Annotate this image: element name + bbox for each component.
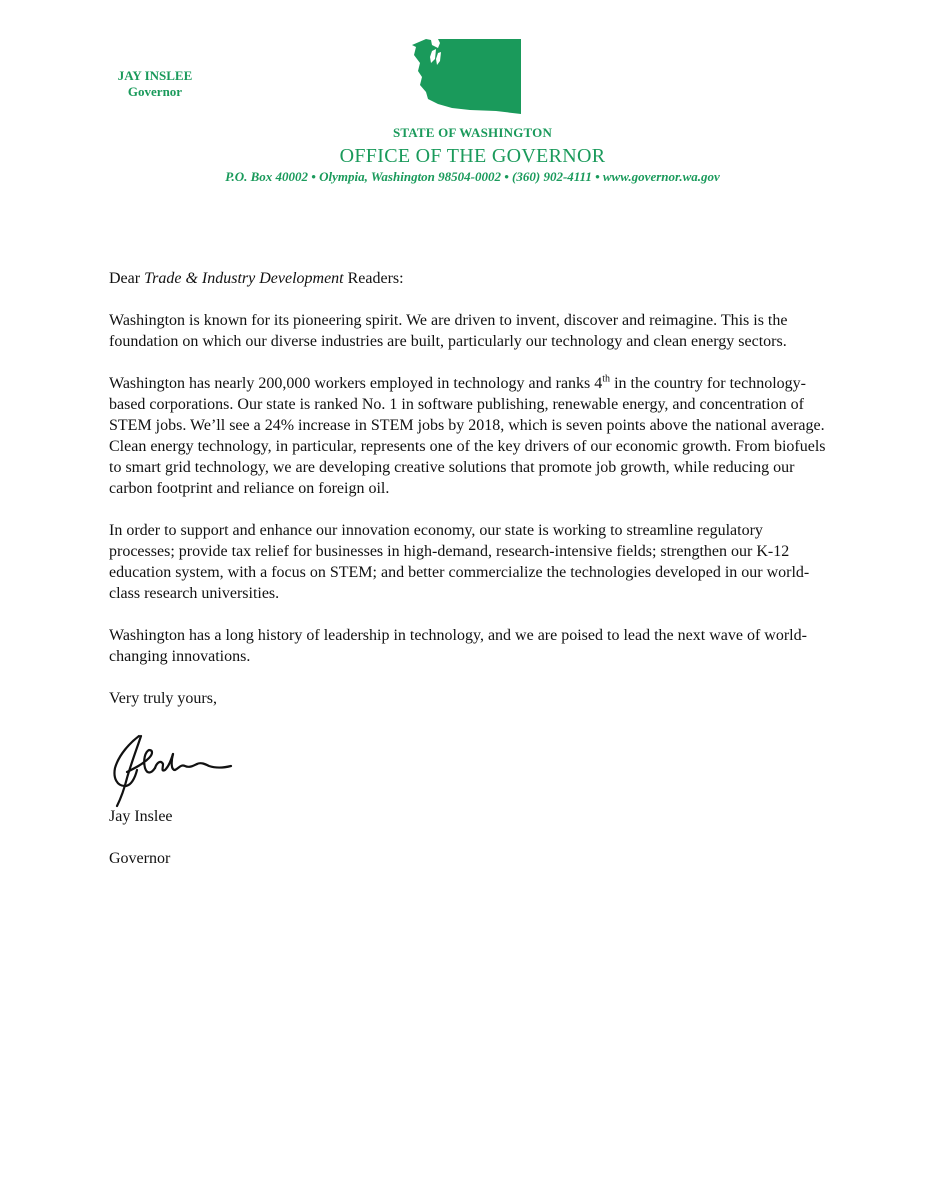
signer-title: Governor [109, 850, 171, 867]
publication-name: Trade & Industry Development [144, 270, 344, 287]
salutation-prefix: Dear [109, 270, 145, 287]
address-line: P.O. Box 40002 • Olympia, Washington 98504-0002 • (360) 902-4111 • www.governor.wa.gov [225, 169, 720, 184]
closing: Very truly yours, [109, 690, 217, 707]
state-name: STATE OF WASHINGTON [392, 125, 553, 140]
paragraph-2 [109, 373, 829, 499]
paragraph-2-part-1: Washington has nearly 200,000 workers employed in technology and ranks 4 [109, 375, 603, 392]
ordinal-superscript: th [602, 373, 611, 385]
salutation [109, 268, 829, 289]
office-name: OFFICE OF THE GOVERNOR [339, 145, 606, 167]
signer-name: Jay Inslee [109, 808, 173, 825]
paragraph-2-part-2: in the country for technology-based corporations. Our state is ranked No. 1 in software publishing, renewable energy, and concentration of STEM jobs. We’ll see a 24% increase in STEM jobs by 2018, which is seven points above the national average. Clean energy technology, in particular, represents one of the key drivers of our economic growth. From biofuels to smart grid technology, we are developing creative solutions that promote job growth, while reducing our carbon footprint and reliance on foreign oil. [109, 375, 826, 497]
salutation-suffix: Readers: [343, 270, 404, 287]
paragraph-4: Washington has a long history of leadership in technology, and we are poised to lead the next wave of world-changing innovations. [109, 627, 807, 665]
washington-state-map-icon [408, 37, 526, 117]
signature-image [101, 728, 236, 810]
paragraph-3: In order to support and enhance our innovation economy, our state is working to streamline regulatory processes; provide tax relief for businesses in high-demand, research-intensive fields; strengthen our K-12 education system, with a focus on STEM; and better commercialize the technologies developed in our world-class research universities. [109, 522, 810, 602]
letter-body [109, 268, 829, 890]
governor-name: JAY INSLEE [117, 68, 193, 83]
governor-title: Governor [127, 84, 183, 99]
paragraph-1: Washington is known for its pioneering spirit. We are driven to invent, discover and reimagine. This is the foundation on which our diverse industries are built, particularly our technology and clean energy sectors. [109, 312, 788, 350]
